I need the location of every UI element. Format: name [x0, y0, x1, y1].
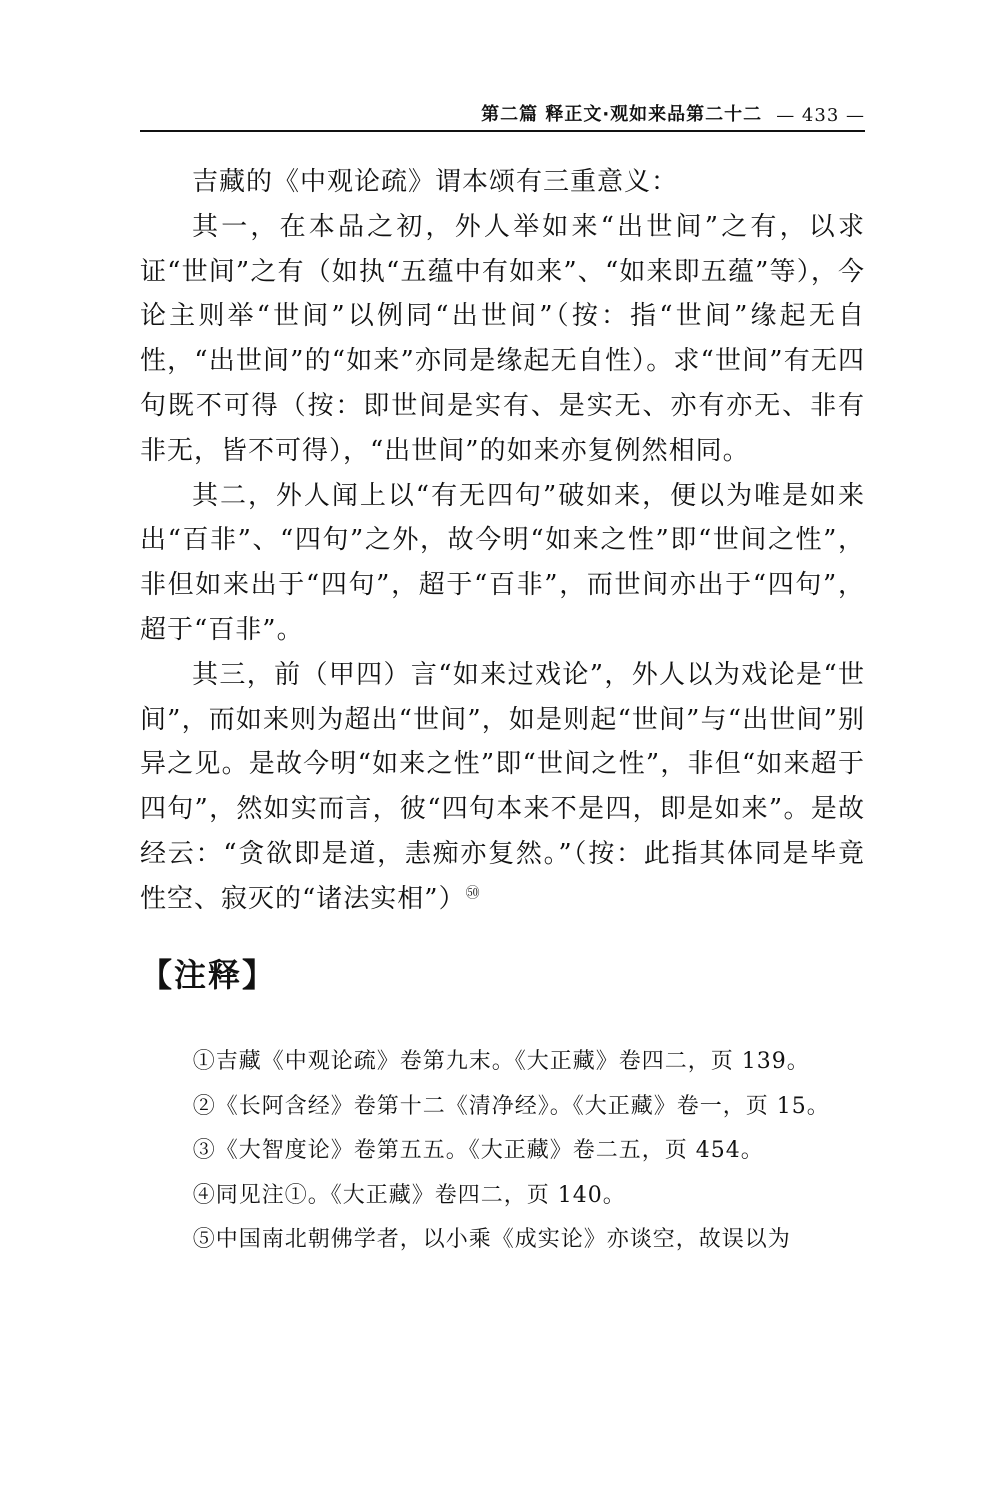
paragraph-text: 其三，前（甲四）言“如来过戏论”，外人以为戏论是“世间”，而如来则为超出“世间”，如是则起“世间”与“出世间”别异之见。是故今明“如来之性”即“世间之性”，非但“如来超于四句”，然如实而言，彼“四句本来不是四，即是如来”。是故经云：“贪欲即是道，恚痴亦复然。”（按：此指其体同是毕竟性空、寂灭的“诸法实相”） — [140, 659, 865, 914]
header-title: 第二篇 释正文·观如来品第二十二 — [481, 104, 763, 125]
page-number: — 433 — — [776, 105, 865, 126]
footnote-ref: ㊿ — [465, 885, 481, 902]
paragraph: 吉藏的《中观论疏》谓本颂有三重意义： — [192, 167, 679, 197]
notes-list — [140, 1040, 865, 1263]
note-item: ②《长阿含经》卷第十二《清净经》。《大正藏》卷一，页 15。 — [192, 1093, 830, 1119]
note-item: ⑤中国南北朝佛学者，以小乘《成实论》亦谈空，故误以为 — [192, 1227, 791, 1252]
main-text — [140, 160, 865, 922]
note-item: ③《大智度论》卷第五五。《大正藏》卷二五，页 454。 — [192, 1138, 764, 1163]
section-title: 【注释】 — [140, 956, 277, 994]
note-item: ④同见注①。《大正藏》卷四二，页 140。 — [192, 1182, 626, 1208]
paragraph: 其一，在本品之初，外人举如来“出世间”之有，以求证“世间”之有（如执“五蕴中有如来”、“如来即五蕴”等），今论主则举“世间”以例同“出世间”（按：指“世间”缘起无自性，“出世间”的“如来”亦同是缘起无自性）。求“世间”有无四句既不可得（按：即世间是实有、是实无、亦有亦无、非有非无，皆不可得），“出世间”的如来亦复例然相同。 — [140, 211, 865, 466]
note-item: ①吉藏《中观论疏》卷第九末。《大正藏》卷四二，页 139。 — [192, 1049, 810, 1074]
paragraph — [140, 653, 865, 922]
paragraph: 其二，外人闻上以“有无四句”破如来，便以为唯是如来出“百非”、“四句”之外，故今明“如来之性”即“世间之性”，非但如来出于“四句”，超于“百非”，而世间亦出于“四句”，超于“百非”。 — [140, 480, 865, 645]
running-header — [140, 98, 865, 132]
